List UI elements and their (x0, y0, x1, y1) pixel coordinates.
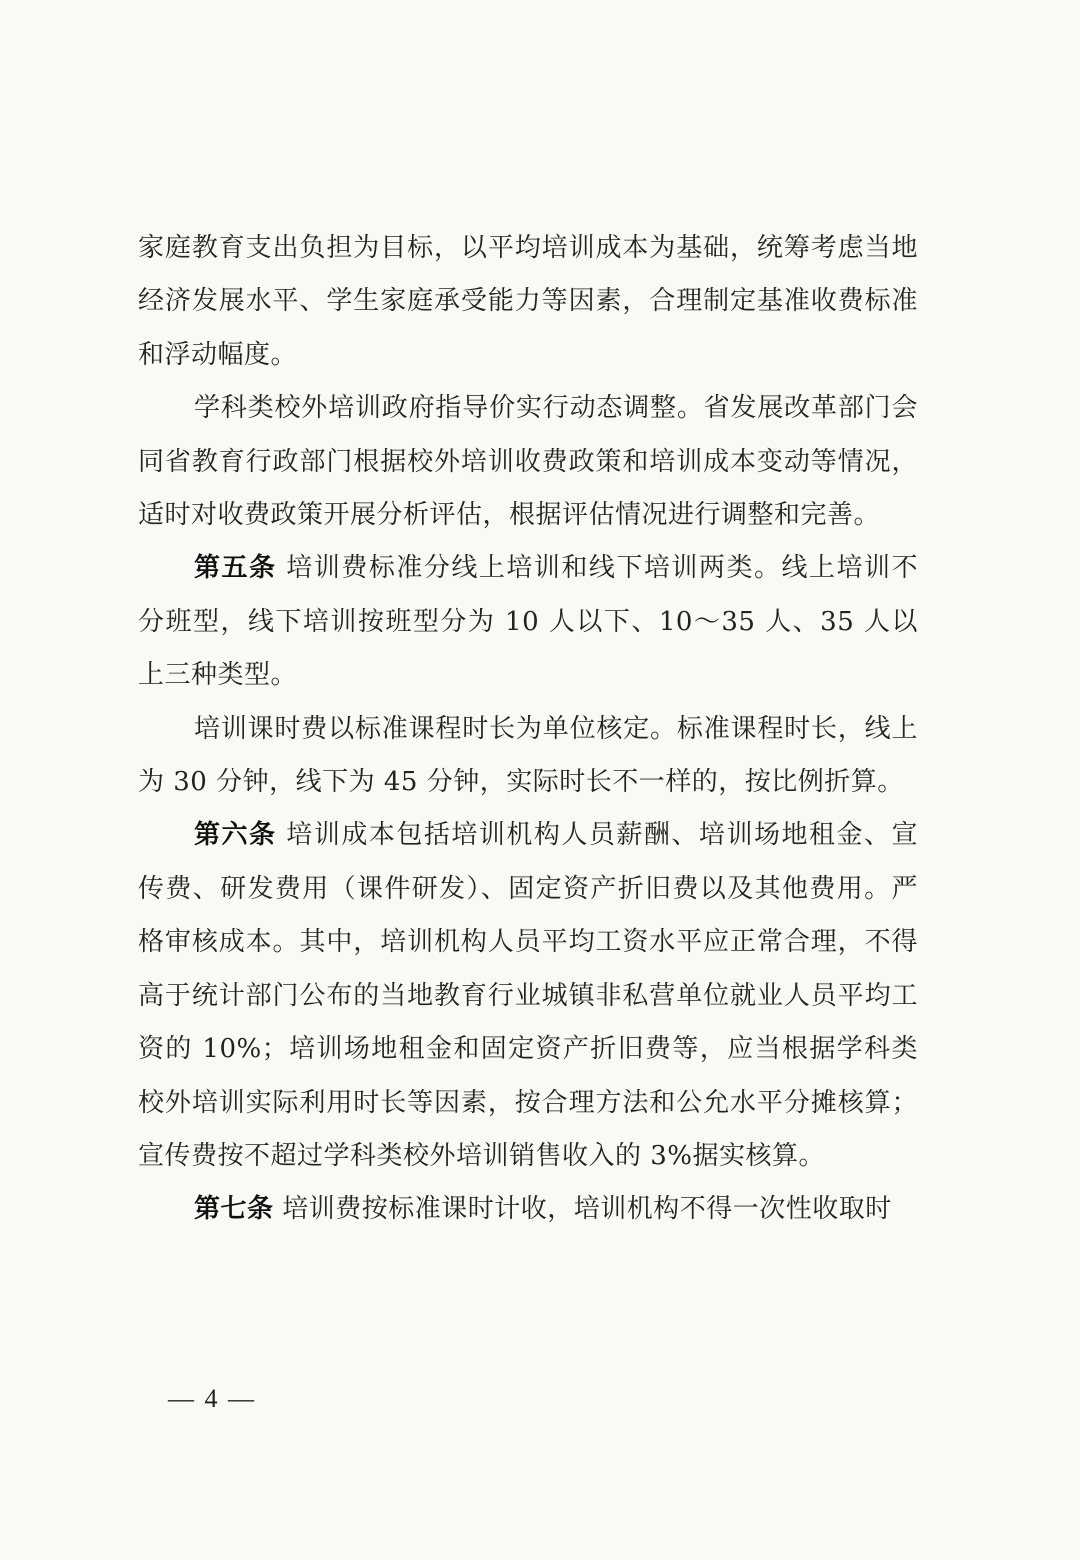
article-6-text: 培训成本包括培训机构人员薪酬、培训场地租金、宣传费、研发费用（课件研发）、固定资产折旧费以及其他费用。严格审核成本。其中，培训机构人员平均工资水平应正常合理，不得高于统计部门公布的当地教育行业城镇非私营单位就业人员平均工资的 10%；培训场地租金和固定资产折旧费等，应当根据学科类校外培训实际利用时长等因素，按合理方法和公允水平分摊核算；宣传费按不超过学科类校外培训销售收入的 3%据实核算。 (138, 820, 918, 1171)
article-7-label: 第七条 (194, 1194, 274, 1225)
article-6-label: 第六条 (194, 820, 277, 851)
article-6 (138, 809, 918, 1183)
article-5 (138, 542, 918, 702)
paragraph-2: 学科类校外培训政府指导价实行动态调整。省发展改革部门会同省教育行政部门根据校外培训收费政策和培训成本变动等情况，适时对收费政策开展分析评估，根据评估情况进行调整和完善。 (138, 393, 918, 531)
article-5-text: 培训费标准分线上培训和线下培训两类。线上培训不分班型，线下培训按班型分为 10 人以下、10～35 人、35 人以上三种类型。 (138, 553, 918, 691)
page-number: — 4 — (168, 1384, 256, 1413)
paragraph-1: 家庭教育支出负担为目标，以平均培训成本为基础，统筹考虑当地经济发展水平、学生家庭承受能力等因素，合理制定基准收费标准和浮动幅度。 (138, 233, 918, 370)
paragraph-4: 培训课时费以标准课程时长为单位核定。标准课程时长，线上为 30 分钟，线下为 45 分钟，实际时长不一样的，按比例折算。 (138, 713, 918, 798)
article-5-label: 第五条 (194, 553, 277, 584)
document-body (138, 222, 918, 1237)
article-7-text: 培训费按标准课时计收，培训机构不得一次性收取时 (273, 1194, 892, 1225)
article-7 (138, 1183, 918, 1236)
